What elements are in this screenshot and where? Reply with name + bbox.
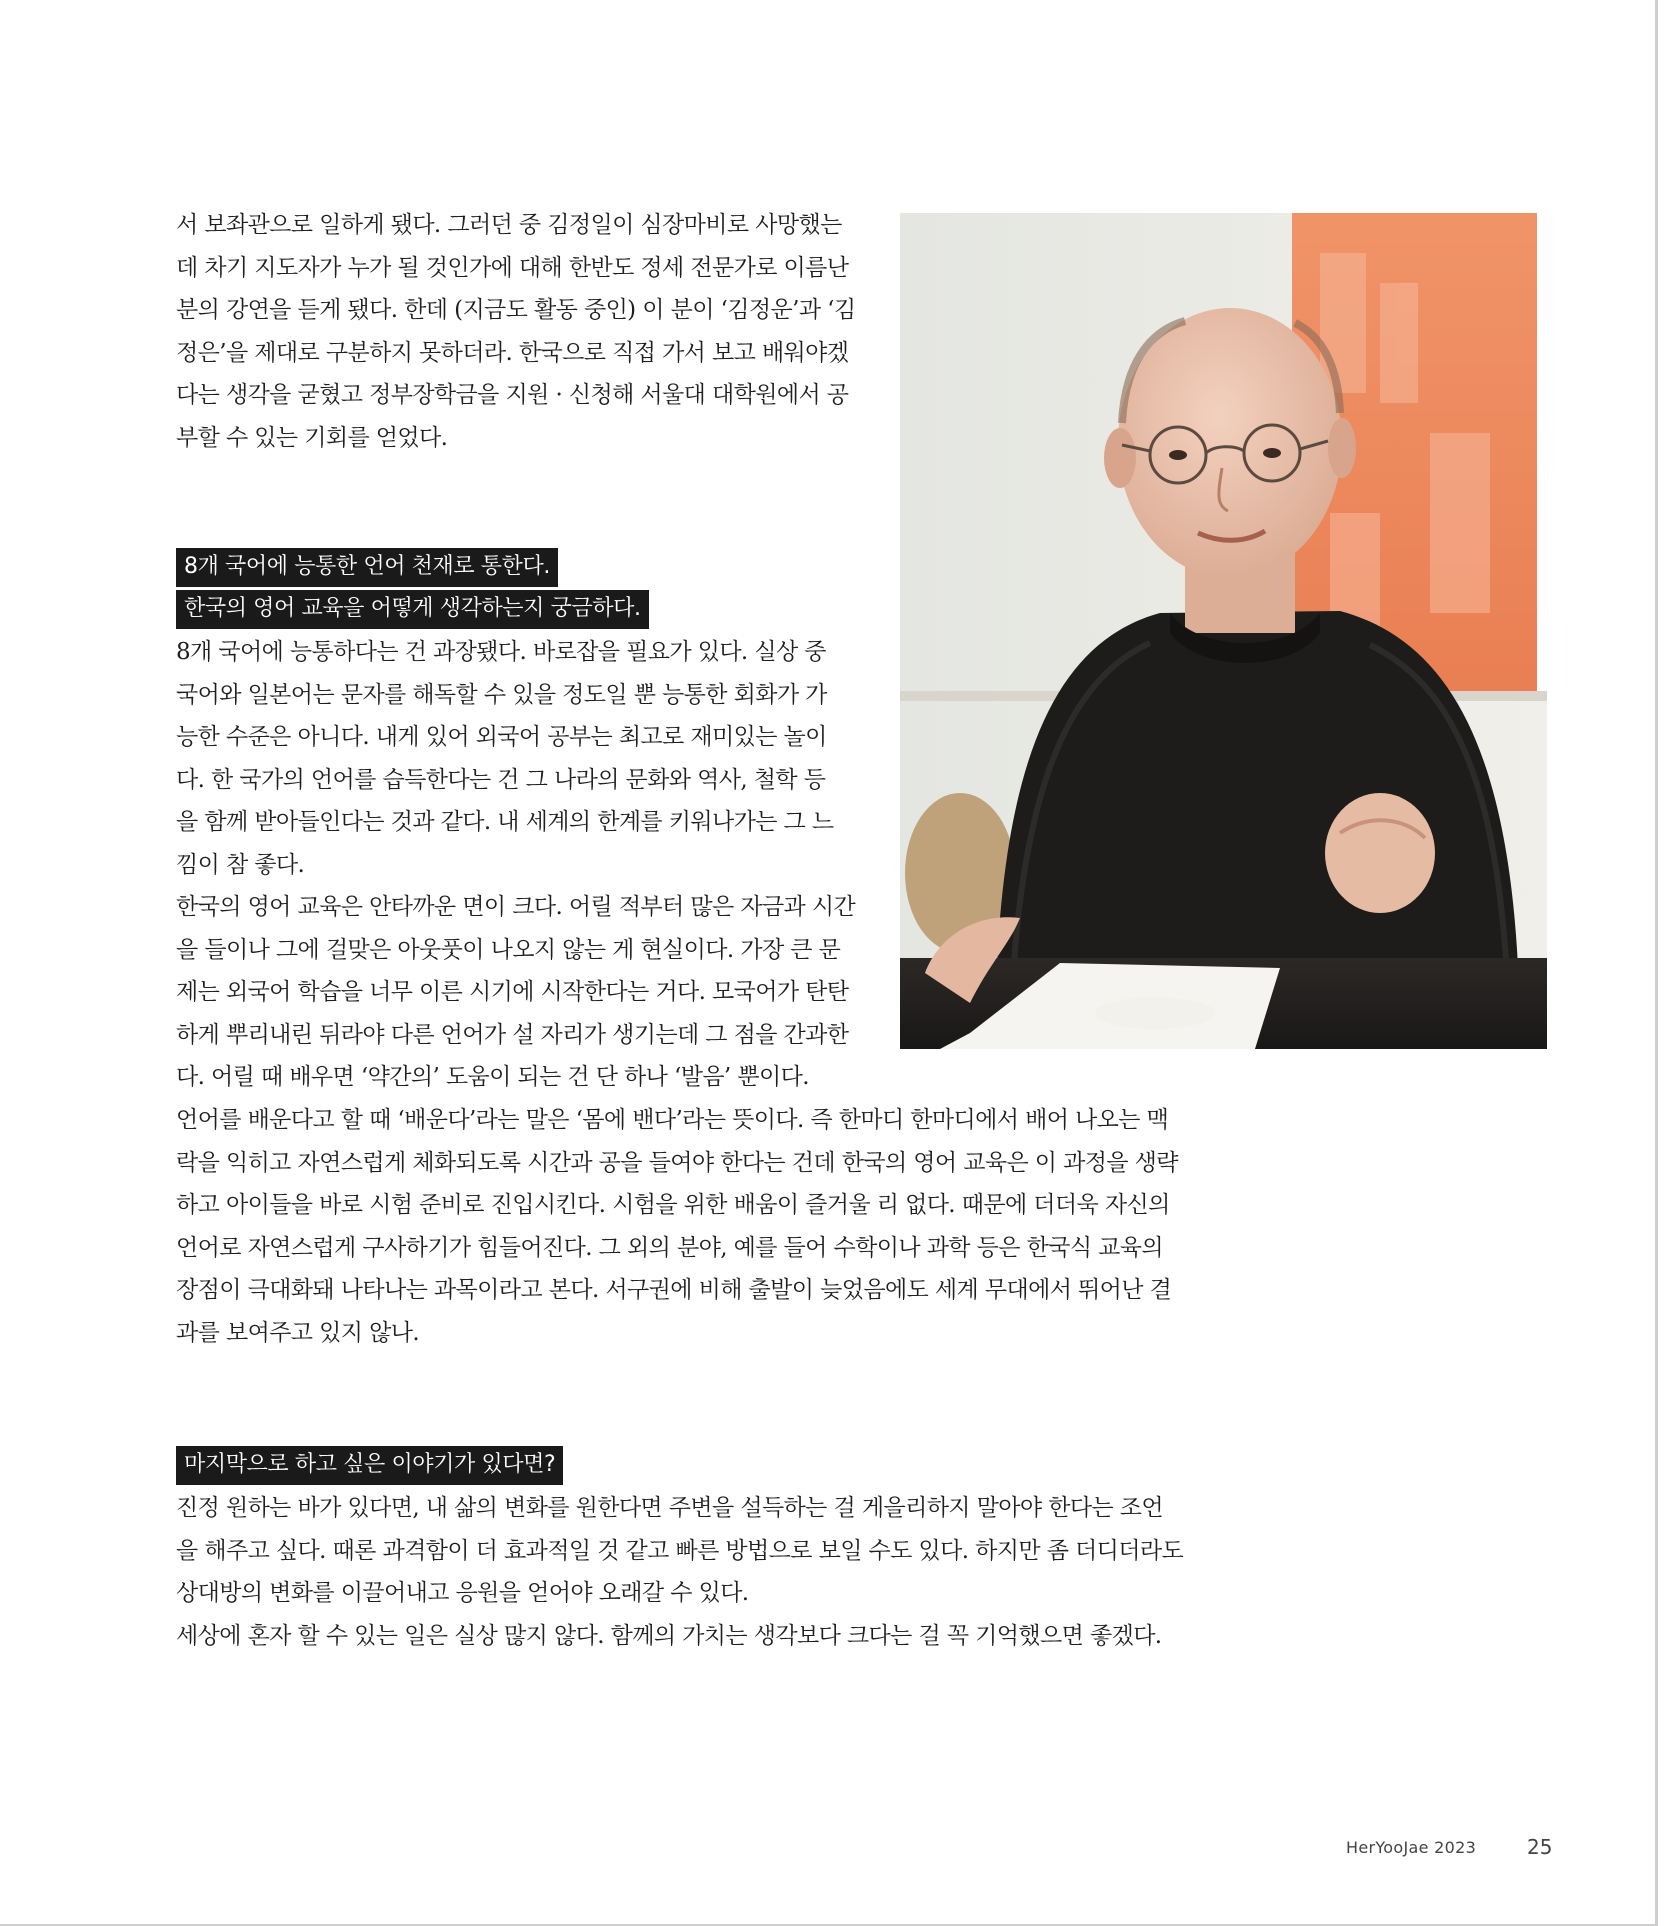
answer-wide-line-4: 언어로 자연스럽게 구사하기가 힘들어진다. 그 외의 분야, 예를 들어 수학이나 과학 등은 한국식 교육의 bbox=[176, 1234, 1164, 1261]
answer-line-3: 능한 수준은 아니다. 내게 있어 외국어 공부는 최고로 재미있는 놀이 bbox=[176, 724, 827, 750]
question-heading-2: 한국의 영어 교육을 어떻게 생각하는지 궁금하다. bbox=[176, 590, 649, 629]
answer-paragraph-wide bbox=[176, 1099, 1178, 1354]
answer-paragraph-narrow bbox=[176, 631, 855, 1099]
intro-line-1: 서 보좌관으로 일하게 됐다. 그러던 중 김정일이 심장마비로 사망했는 bbox=[176, 212, 842, 238]
page-number: 25 bbox=[1527, 1835, 1553, 1859]
question-heading-row-1 bbox=[176, 548, 649, 590]
answer-line-8: 을 들이나 그에 걸맞은 아웃풋이 나오지 않는 게 현실이다. 가장 큰 문 bbox=[176, 936, 841, 963]
closing-line-2: 을 해주고 싶다. 때론 과격함이 더 효과적일 것 같고 빠른 방법으로 보일 수도 있다. 하지만 좀 더디더라도 bbox=[176, 1537, 1184, 1564]
question-heading-language bbox=[176, 548, 649, 632]
question-heading-1: 8개 국어에 능통한 언어 천재로 통한다. bbox=[176, 548, 558, 587]
closing-paragraph bbox=[176, 1487, 1183, 1657]
closing-heading-1: 마지막으로 하고 싶은 이야기가 있다면? bbox=[176, 1446, 563, 1485]
answer-wide-line-3: 하고 아이들을 바로 시험 준비로 진입시킨다. 시험을 위한 배움이 즐거울 리 없다. 때문에 더더욱 자신의 bbox=[176, 1192, 1170, 1218]
interviewee-photo bbox=[900, 213, 1547, 1049]
answer-line-6: 낌이 참 좋다. bbox=[176, 851, 305, 878]
question-heading-last-words bbox=[176, 1446, 563, 1488]
closing-line-4: 세상에 혼자 할 수 있는 일은 실상 많지 않다. 함께의 가치는 생각보다 크다는 걸 꼭 기억했으면 좋겠다. bbox=[176, 1622, 1162, 1649]
answer-line-4: 다. 한 국가의 언어를 습득한다는 건 그 나라의 문화와 역사, 철학 등 bbox=[176, 766, 826, 793]
intro-line-5: 다는 생각을 굳혔고 정부장학금을 지원 · 신청해 서울대 대학원에서 공 bbox=[176, 382, 849, 408]
answer-line-7: 한국의 영어 교육은 안타까운 면이 크다. 어릴 적부터 많은 자금과 시간 bbox=[176, 894, 856, 920]
answer-line-10: 하게 뿌리내린 뒤라야 다른 언어가 설 자리가 생기는데 그 점을 간과한 bbox=[176, 1021, 849, 1048]
answer-wide-line-1: 언어를 배운다고 할 때 ‘배운다’라는 말은 ‘몸에 밴다’라는 뜻이다. 즉 한마디 한마디에서 배어 나오는 맥 bbox=[176, 1107, 1169, 1133]
answer-line-2: 국어와 일본어는 문자를 해독할 수 있을 정도일 뿐 능통한 회화가 가 bbox=[176, 681, 827, 708]
intro-line-6: 부할 수 있는 기회를 얻었다. bbox=[176, 424, 448, 451]
closing-line-1: 진정 원하는 바가 있다면, 내 삶의 변화를 원한다면 주변을 설득하는 걸 게을리하지 말아야 한다는 조언 bbox=[176, 1495, 1164, 1521]
answer-line-5: 을 함께 받아들인다는 것과 같다. 내 세계의 한계를 키워나가는 그 느 bbox=[176, 809, 834, 835]
closing-line-3: 상대방의 변화를 이끌어내고 응원을 얻어야 오래갈 수 있다. bbox=[176, 1580, 749, 1606]
answer-line-1: 8개 국어에 능통하다는 건 과장됐다. 바로잡을 필요가 있다. 실상 중 bbox=[176, 639, 826, 665]
answer-line-11: 다. 어릴 때 배우면 ‘약간의’ 도움이 되는 건 단 하나 ‘발음’ 뿐이다. bbox=[176, 1064, 809, 1090]
closing-heading-row-1 bbox=[176, 1446, 563, 1488]
intro-paragraph bbox=[176, 204, 855, 459]
answer-line-9: 제는 외국어 학습을 너무 이른 시기에 시작한다는 거다. 모국어가 탄탄 bbox=[176, 979, 849, 1005]
portrait-illustration bbox=[900, 213, 1547, 1049]
intro-line-2: 데 차기 지도자가 누가 될 것인가에 대해 한반도 정세 전문가로 이름난 bbox=[176, 254, 849, 281]
footer-magazine: HerYooJae 2023 bbox=[1346, 1838, 1477, 1857]
question-heading-row-2 bbox=[176, 590, 649, 632]
intro-line-4: 정은’을 제대로 구분하지 못하더라. 한국으로 직접 가서 보고 배워야겠 bbox=[176, 339, 849, 366]
intro-line-3: 분의 강연을 듣게 됐다. 한데 (지금도 활동 중인) 이 분이 ‘김정운’과 ‘김 bbox=[176, 297, 856, 323]
answer-wide-line-6: 과를 보여주고 있지 않나. bbox=[176, 1319, 420, 1346]
answer-wide-line-5: 장점이 극대화돼 나타나는 과목이라고 본다. 서구권에 비해 출발이 늦었음에도 세계 무대에서 뛰어난 결 bbox=[176, 1277, 1172, 1303]
answer-wide-line-2: 락을 익히고 자연스럽게 체화되도록 시간과 공을 들여야 한다는 건데 한국의 영어 교육은 이 과정을 생략 bbox=[176, 1149, 1178, 1176]
